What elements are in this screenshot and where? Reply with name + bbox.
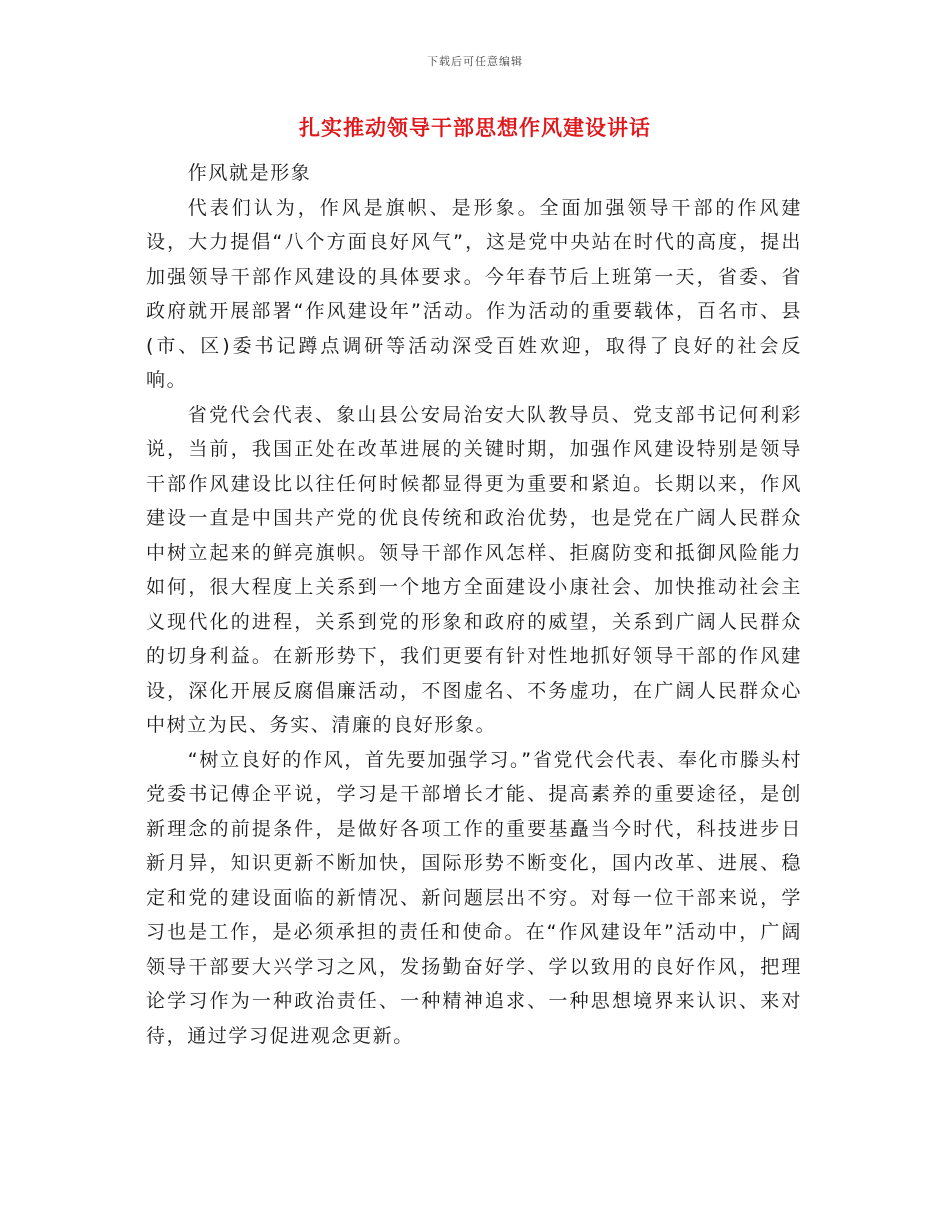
document-body [146, 156, 802, 1053]
header-note: 下载后可任意编辑 [427, 55, 523, 68]
body-paragraph: “树立良好的作风，首先要加强学习。”省党代会代表、奉化市滕头村党委书记傅企平说，学习是干部增长才能、提高素养的重要途径，是创新理念的前提条件，是做好各项工作的重要基矗当今时代，科技进步日新月异，知识更新不断加快，国际形势不断变化，国内改革、进展、稳定和党的建设面临的新情况、新问题层出不穷。对每一位干部来说，学习也是工作，是必须承担的责任和使命。在“作风建设年”活动中，广阔领导干部要大兴学习之风，发扬勤奋好学、学以致用的良好作风，把理论学习作为一种政治责任、一种精神追求、一种思想境界来认识、来对待，通过学习促进观念更新。 [146, 748, 802, 1047]
document-title: 扎实推动领导干部思想作风建设讲话 [299, 116, 651, 140]
body-paragraph: 作风就是形象 [187, 162, 312, 184]
body-paragraph: 省党代会代表、象山县公安局治安大队教导员、党支部书记何利彩说，当前，我国正处在改革进展的关键时期，加强作风建设特别是领导干部作风建设比以往任何时候都显得更为重要和紧迫。长期以来，作风建设一直是中国共产党的优良传统和政治优势，也是党在广阔人民群众中树立起来的鲜亮旗帜。领导干部作风怎样、拒腐防变和抵御风险能力如何，很大程度上关系到一个地方全面建设小康社会、加快推动社会主义现代化的进程，关系到党的形象和政府的威望，关系到广阔人民群众的切身利益。在新形势下，我们更要有针对性地抓好领导干部的作风建设，深化开展反腐倡廉活动，不图虚名、不务虚功，在广阔人民群众心中树立为民、务实、清廉的良好形象。 [146, 403, 802, 736]
body-paragraph: 代表们认为，作风是旗帜、是形象。全面加强领导干部的作风建设，大力提倡“八个方面良好风气”，这是党中央站在时代的高度，提出加强领导干部作风建设的具体要求。今年春节后上班第一天，省委、省政府就开展部署“作风建设年”活动。作为活动的重要载体，百名市、县(市、区)委书记蹲点调研等活动深受百姓欢迎，取得了良好的社会反响。 [146, 196, 802, 391]
